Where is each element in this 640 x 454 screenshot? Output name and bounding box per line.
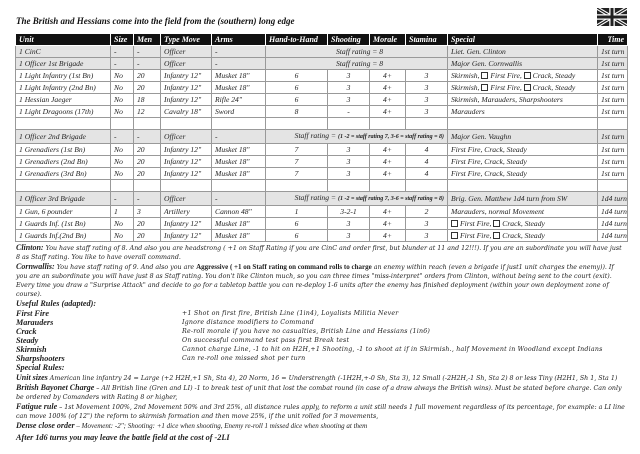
men-cell: - bbox=[134, 130, 161, 144]
empty-cell bbox=[448, 180, 598, 192]
officer-row bbox=[16, 130, 628, 144]
checkbox-icon bbox=[481, 84, 488, 91]
stamina-cell: 3 bbox=[406, 94, 448, 106]
bayonet-rule bbox=[16, 383, 627, 402]
unit-cell: 1 Guards Inf.(2nd Bn) bbox=[16, 230, 111, 242]
checkbox-icon bbox=[524, 72, 531, 79]
special-cell: Brig. Gen. Matthew 1d4 turn from SW bbox=[448, 192, 598, 206]
column-header-unit: Unit bbox=[16, 34, 111, 46]
hand-to-hand-cell: 6 bbox=[266, 218, 328, 230]
unit-cell: 1 Gun, 6 pounder bbox=[16, 206, 111, 218]
rule-name: Crack bbox=[16, 327, 37, 336]
empty-cell bbox=[212, 180, 266, 192]
empty-cell bbox=[161, 118, 212, 130]
column-header-men: Men bbox=[134, 34, 161, 46]
cornwallis-text-2: an enemy within reach (even a brigade if just1 unit charges the enemy)). If you are an subordinate you will have just 8 as Staff rating. You don't like Clinton much, so you can three times "miss-interpret" orders from Clinton, without being sent to the court (exit). Every time you draw a "Surprise Attack" and decide to go for a tabletop battle you can re-deploy 1-6 units after the enemy has finished deployment (within your own deployment zone of course). bbox=[16, 264, 614, 298]
arms-cell: Musket 18" bbox=[212, 70, 266, 82]
special-cell: First Fire, Crack, Steady bbox=[448, 218, 598, 230]
time-cell: 1st turn bbox=[598, 130, 628, 144]
leave-field-note: After 1d6 turns you may leave the battle field at the cost of -2LI bbox=[16, 433, 230, 442]
empty-cell bbox=[598, 118, 628, 130]
size-cell: - bbox=[111, 130, 134, 144]
size-cell: - bbox=[111, 192, 134, 206]
aggressive-text: Aggressive ( +1 on Staff rating on command rolls to charge bbox=[196, 263, 372, 271]
move-cell: Infantry 12" bbox=[161, 94, 212, 106]
stamina-cell: 3 bbox=[406, 230, 448, 242]
clinton-note bbox=[16, 243, 627, 262]
men-cell: - bbox=[134, 192, 161, 206]
men-cell: 20 bbox=[134, 144, 161, 156]
dense-order-rule bbox=[16, 421, 627, 431]
move-cell: Infantry 12" bbox=[161, 70, 212, 82]
fatigue-rule bbox=[16, 402, 627, 421]
special-cell: Major Gen. Cornwallis bbox=[448, 58, 598, 70]
shooting-cell: 3 bbox=[328, 82, 370, 94]
shooting-cell: 3 bbox=[328, 168, 370, 180]
hand-to-hand-cell: 6 bbox=[266, 82, 328, 94]
arms-cell: - bbox=[212, 192, 266, 206]
time-cell: 1st turn bbox=[598, 144, 628, 156]
time-cell: 1st turn bbox=[598, 46, 628, 58]
fatigue-text: – 1st Movement 100%, 2nd Movement 50% and 3rd 25%, all distance rules apply, to reform a unit still needs 1 full movement regardless of its percentage, for example: a LI line can move 100% (of 12") the reform to skirmish formation and then move 25%, if the unit rolled for 3 movements, bbox=[16, 404, 625, 420]
size-cell: 1 bbox=[111, 206, 134, 218]
rule-name: Steady bbox=[16, 336, 39, 345]
special-cell: Major Gen. Vaughn bbox=[448, 130, 598, 144]
unit-cell: 1 Grenadiers (2nd Bn) bbox=[16, 156, 111, 168]
hand-to-hand-cell: 6 bbox=[266, 70, 328, 82]
unit-row bbox=[16, 218, 628, 230]
unit-cell: 1 Guards Inf. (1st Bn) bbox=[16, 218, 111, 230]
move-cell: Officer bbox=[161, 130, 212, 144]
staff-rating-cell: Staff rating = (1 -2 = staff rating 7, 3-6 = staff rating = 8) bbox=[266, 192, 448, 206]
hand-to-hand-cell: 7 bbox=[266, 144, 328, 156]
staff-rating-detail: (1 -2 = staff rating 7, 3-6 = staff rating = 8) bbox=[337, 134, 444, 140]
time-cell: 1st turn bbox=[598, 168, 628, 180]
rule-name: Skirmish bbox=[16, 345, 47, 354]
men-cell: 3 bbox=[134, 206, 161, 218]
shooting-cell: - bbox=[328, 106, 370, 118]
move-cell: Artillery bbox=[161, 206, 212, 218]
arms-cell: - bbox=[212, 130, 266, 144]
empty-cell bbox=[134, 118, 161, 130]
size-cell: No bbox=[111, 82, 134, 94]
morale-cell: 4+ bbox=[370, 82, 406, 94]
time-cell: 1d4 turn bbox=[598, 206, 628, 218]
unit-cell: 1 CinC bbox=[16, 46, 111, 58]
clinton-text: You have staff rating of 8. And also you are headstrong ( +1 on Staff Rating if you are CinC and order first, but blunder at 11 and 12!!!). If you are an subordinate you will have just 8 as Staff rating. You like to have overall command. bbox=[16, 245, 622, 261]
rule-name: First Fire bbox=[16, 309, 49, 318]
unit-row bbox=[16, 156, 628, 168]
special-cell: First Fire, Crack, Steady bbox=[448, 144, 598, 156]
special-cell: First Fire, Crack, Steady bbox=[448, 156, 598, 168]
clinton-label: Clinton: bbox=[16, 243, 44, 252]
column-header-shooting: Shooting bbox=[328, 34, 370, 46]
rule-row bbox=[16, 345, 627, 354]
morale-cell: 4+ bbox=[370, 218, 406, 230]
move-cell: Infantry 12" bbox=[161, 230, 212, 242]
page-title: The British and Hessians come into the field from the (southern) long edge bbox=[16, 16, 295, 26]
empty-cell bbox=[406, 118, 448, 130]
column-header-special: Special bbox=[448, 34, 598, 46]
morale-cell: 4+ bbox=[370, 168, 406, 180]
fatigue-label: Fatigue rule bbox=[16, 402, 58, 411]
content bbox=[15, 33, 627, 443]
men-cell: 20 bbox=[134, 156, 161, 168]
column-header-arms: Arms bbox=[212, 34, 266, 46]
men-cell: 20 bbox=[134, 230, 161, 242]
size-cell: No bbox=[111, 94, 134, 106]
empty-cell bbox=[111, 180, 134, 192]
unit-row bbox=[16, 106, 628, 118]
empty-cell bbox=[212, 118, 266, 130]
size-cell: No bbox=[111, 218, 134, 230]
rule-description: On successful command test pass first Break test bbox=[182, 337, 350, 344]
hand-to-hand-cell: 6 bbox=[266, 94, 328, 106]
move-cell: Infantry 12" bbox=[161, 82, 212, 94]
special-cell: Marauders bbox=[448, 106, 598, 118]
empty-cell bbox=[448, 118, 598, 130]
empty-cell bbox=[16, 118, 111, 130]
shooting-cell: 3 bbox=[328, 144, 370, 156]
special-cell: Skirmish, Marauders, Sharpshooters bbox=[448, 94, 598, 106]
men-cell: 20 bbox=[134, 218, 161, 230]
morale-cell: 4+ bbox=[370, 106, 406, 118]
move-cell: Cavalry 18" bbox=[161, 106, 212, 118]
unit-cell: 1 Light Infantry (1st Bn) bbox=[16, 70, 111, 82]
arms-cell: Musket 18" bbox=[212, 218, 266, 230]
staff-rating-cell: Staff rating = 8 bbox=[266, 58, 448, 70]
size-cell: No bbox=[111, 168, 134, 180]
hand-to-hand-cell: 6 bbox=[266, 230, 328, 242]
spacer-row bbox=[16, 180, 628, 192]
checkbox-icon bbox=[481, 72, 488, 79]
cornwallis-note bbox=[16, 262, 627, 299]
union-jack-flag-icon bbox=[597, 8, 627, 26]
checkbox-icon bbox=[451, 220, 458, 227]
officer-row bbox=[16, 58, 628, 70]
arms-cell: Musket 18" bbox=[212, 156, 266, 168]
shooting-cell: 3-2-1 bbox=[328, 206, 370, 218]
arms-cell: Sword bbox=[212, 106, 266, 118]
unit-cell: 1 Officer 3rd Brigade bbox=[16, 192, 111, 206]
time-cell: 1d4 turn bbox=[598, 230, 628, 242]
men-cell: 18 bbox=[134, 94, 161, 106]
column-header-type-move: Type Move bbox=[161, 34, 212, 46]
column-header-time: Time bbox=[598, 34, 628, 46]
empty-cell bbox=[266, 118, 328, 130]
size-cell: No bbox=[111, 230, 134, 242]
unit-cell: 1 Officer 1st Brigade bbox=[16, 58, 111, 70]
time-cell: 1st turn bbox=[598, 94, 628, 106]
empty-cell bbox=[370, 180, 406, 192]
move-cell: Infantry 12" bbox=[161, 218, 212, 230]
time-cell: 1d4 turn bbox=[598, 192, 628, 206]
special-cell: Skirmish, First Fire, Crack, Steady bbox=[448, 70, 598, 82]
arms-cell: Rifle 24" bbox=[212, 94, 266, 106]
shooting-cell: 3 bbox=[328, 156, 370, 168]
move-cell: Infantry 12" bbox=[161, 168, 212, 180]
move-cell: Officer bbox=[161, 58, 212, 70]
cornwallis-label: Cornwallis: bbox=[16, 262, 55, 271]
morale-cell: 4+ bbox=[370, 230, 406, 242]
size-cell: No bbox=[111, 70, 134, 82]
time-cell: 1st turn bbox=[598, 70, 628, 82]
column-header-size: Size bbox=[111, 34, 134, 46]
rule-row bbox=[16, 318, 627, 327]
move-cell: Infantry 12" bbox=[161, 144, 212, 156]
unit-row bbox=[16, 168, 628, 180]
size-cell: - bbox=[111, 46, 134, 58]
men-cell: 20 bbox=[134, 82, 161, 94]
notes-section bbox=[15, 243, 627, 443]
move-cell: Infantry 12" bbox=[161, 156, 212, 168]
morale-cell: 4+ bbox=[370, 94, 406, 106]
men-cell: - bbox=[134, 46, 161, 58]
stamina-cell: 4 bbox=[406, 168, 448, 180]
rule-description: Cannot charge Line, -1 to hit on H2H,+1 Shooting, -1 to shoot at if in Skirmish., half Movement in Woodland except Indians bbox=[182, 346, 603, 353]
unit-row bbox=[16, 82, 628, 94]
empty-cell bbox=[598, 180, 628, 192]
men-cell: - bbox=[134, 58, 161, 70]
unit-row bbox=[16, 94, 628, 106]
morale-cell: 4+ bbox=[370, 206, 406, 218]
move-cell: Officer bbox=[161, 46, 212, 58]
staff-rating-cell: Staff rating = 8 bbox=[266, 46, 448, 58]
empty-cell bbox=[328, 180, 370, 192]
dense-order-label: Dense close order bbox=[16, 421, 75, 430]
stamina-cell: 3 bbox=[406, 70, 448, 82]
stamina-cell: 3 bbox=[406, 218, 448, 230]
arms-cell: Musket 18" bbox=[212, 144, 266, 156]
special-cell: Marauders, normal Movement bbox=[448, 206, 598, 218]
rule-row bbox=[16, 336, 627, 345]
empty-cell bbox=[328, 118, 370, 130]
rule-row bbox=[16, 327, 627, 336]
unit-sizes-rule bbox=[16, 373, 627, 383]
special-rules-heading: Special Rules: bbox=[16, 363, 65, 372]
rule-name: Sharpshooters bbox=[16, 354, 65, 363]
time-cell: 1st turn bbox=[598, 82, 628, 94]
checkbox-icon bbox=[493, 220, 500, 227]
size-cell: No bbox=[111, 144, 134, 156]
shooting-cell: 3 bbox=[328, 230, 370, 242]
arms-cell: Musket 18" bbox=[212, 82, 266, 94]
unit-row bbox=[16, 70, 628, 82]
arms-cell: Musket 18" bbox=[212, 168, 266, 180]
morale-cell: 4+ bbox=[370, 70, 406, 82]
morale-cell: 4+ bbox=[370, 144, 406, 156]
spacer-row bbox=[16, 118, 628, 130]
time-cell: 1st turn bbox=[598, 58, 628, 70]
unit-row bbox=[16, 230, 628, 242]
bayonet-label: British Bayonet Charge bbox=[16, 383, 95, 392]
unit-cell: 1 Light Dragoons (17th) bbox=[16, 106, 111, 118]
men-cell: 20 bbox=[134, 168, 161, 180]
hand-to-hand-cell: 7 bbox=[266, 156, 328, 168]
unit-cell: 1 Grenadiers (1st Bn) bbox=[16, 144, 111, 156]
size-cell: No bbox=[111, 106, 134, 118]
staff-rating-cell: Staff rating = (1 -2 = staff rating 7, 3-6 = staff rating = 8) bbox=[266, 130, 448, 144]
hand-to-hand-cell: 8 bbox=[266, 106, 328, 118]
rule-row bbox=[16, 309, 627, 318]
morale-cell: 4+ bbox=[370, 156, 406, 168]
stamina-cell: 4 bbox=[406, 144, 448, 156]
size-cell: - bbox=[111, 58, 134, 70]
time-cell: 1st turn bbox=[598, 156, 628, 168]
table-header-row bbox=[16, 34, 628, 46]
rule-description: Can re-roll one missed shot per turn bbox=[182, 355, 306, 362]
empty-cell bbox=[134, 180, 161, 192]
shooting-cell: 3 bbox=[328, 218, 370, 230]
stamina-cell: 3 bbox=[406, 106, 448, 118]
empty-cell bbox=[266, 180, 328, 192]
dense-order-text: – Movement: -2"; Shooting: +1 dice when shooting, Enemy re-roll 1 missed dice when shooting at them bbox=[74, 422, 368, 430]
special-cell: Liet. Gen. Clinton bbox=[448, 46, 598, 58]
rules-list bbox=[16, 309, 627, 363]
move-cell: Officer bbox=[161, 192, 212, 206]
bayonet-text: – All British line (Gren and LI) -1 to break test of unit that lost the combat round (in case of a draw always the British wins). Must be stated before charge. Can only be ordered by Comanders with Rating 8 or higher, bbox=[16, 385, 622, 401]
arms-cell: Cannon 48" bbox=[212, 206, 266, 218]
empty-cell bbox=[16, 180, 111, 192]
hand-to-hand-cell: 7 bbox=[266, 168, 328, 180]
officer-row bbox=[16, 46, 628, 58]
time-cell: 1d4 turn bbox=[598, 218, 628, 230]
stamina-cell: 4 bbox=[406, 156, 448, 168]
cornwallis-text: You have staff rating of 9. And also you are bbox=[54, 264, 197, 271]
size-cell: No bbox=[111, 156, 134, 168]
stamina-cell: 3 bbox=[406, 82, 448, 94]
empty-cell bbox=[406, 180, 448, 192]
special-cell: First Fire, Crack, Steady bbox=[448, 230, 598, 242]
unit-row bbox=[16, 206, 628, 218]
empty-cell bbox=[161, 180, 212, 192]
arms-cell: - bbox=[212, 46, 266, 58]
time-cell: 1st turn bbox=[598, 106, 628, 118]
checkbox-icon bbox=[493, 232, 500, 239]
column-header-morale: Morale bbox=[370, 34, 406, 46]
arms-cell: - bbox=[212, 58, 266, 70]
rule-description: Re-roll morale if you have no casualties, British Line and Hessians (1in6) bbox=[182, 328, 431, 335]
staff-rating-detail: (1 -2 = staff rating 7, 3-6 = staff rating = 8) bbox=[337, 196, 444, 202]
unit-cell: 1 Grenadiers (3rd Bn) bbox=[16, 168, 111, 180]
order-of-battle-table bbox=[15, 33, 628, 242]
rule-name: Marauders bbox=[16, 318, 54, 327]
checkbox-icon bbox=[524, 84, 531, 91]
empty-cell bbox=[370, 118, 406, 130]
empty-cell bbox=[111, 118, 134, 130]
stamina-cell: 2 bbox=[406, 206, 448, 218]
unit-row bbox=[16, 144, 628, 156]
unit-sizes-label: Unit sizes bbox=[16, 373, 48, 382]
unit-cell: 1 Hessian Jaeger bbox=[16, 94, 111, 106]
unit-cell: 1 Light Infantry (2nd Bn) bbox=[16, 82, 111, 94]
rule-description: +1 Shot on first fire, British Line (1in4), Loyalists Militia Never bbox=[182, 310, 399, 317]
shooting-cell: 3 bbox=[328, 94, 370, 106]
men-cell: 20 bbox=[134, 70, 161, 82]
useful-rules-heading: Useful Rules (adapted): bbox=[16, 299, 97, 308]
rule-description: Ignore distance modifiers to Command bbox=[182, 319, 315, 326]
unit-sizes-text: American line infantry 24 = Large (+2 H2H,+1 Sh, Sta 4), 20 Norm, 16 = Understrength (-1H2H,+-0 Sh, Sta 3), 12 Small (-2H2H,-1 Sh, Sta 2) 8 or less Tiny (H2H1, Sh 1, Sta 1) bbox=[47, 375, 618, 382]
checkbox-icon bbox=[451, 232, 458, 239]
special-cell: First Fire, Crack, Steady bbox=[448, 168, 598, 180]
column-header-hand-to-hand: Hand-to-Hand bbox=[266, 34, 328, 46]
unit-cell: 1 Officer 2nd Brigade bbox=[16, 130, 111, 144]
officer-row bbox=[16, 192, 628, 206]
hand-to-hand-cell: 1 bbox=[266, 206, 328, 218]
special-cell: Skirmish, First Fire, Crack, Steady bbox=[448, 82, 598, 94]
men-cell: 12 bbox=[134, 106, 161, 118]
rule-row bbox=[16, 354, 627, 363]
column-header-stamina: Stamina bbox=[406, 34, 448, 46]
shooting-cell: 3 bbox=[328, 70, 370, 82]
arms-cell: Musket 18" bbox=[212, 230, 266, 242]
